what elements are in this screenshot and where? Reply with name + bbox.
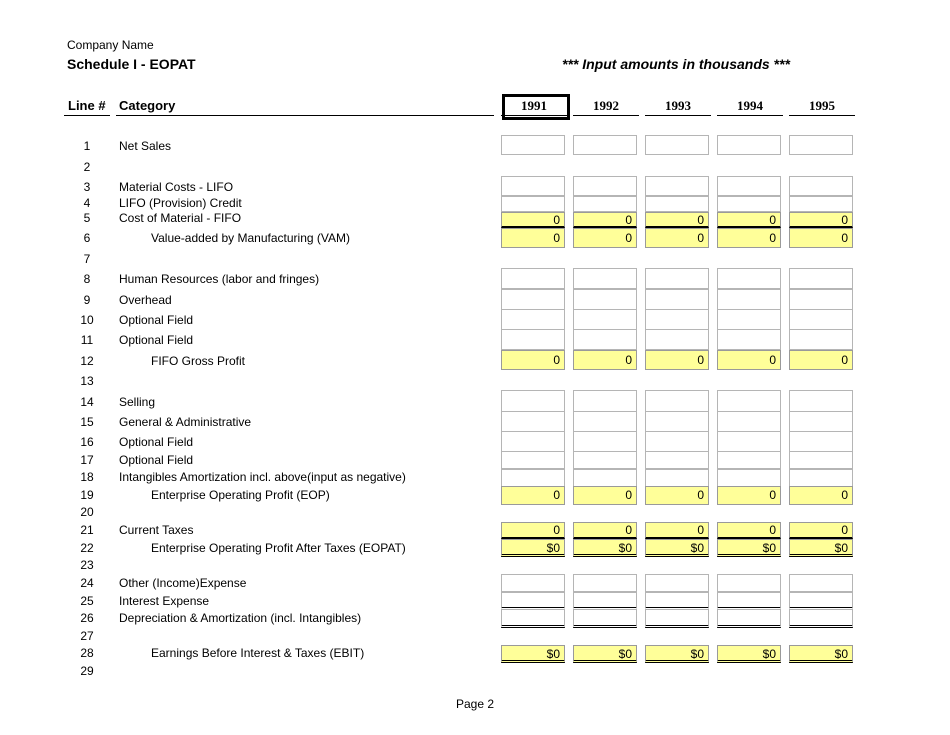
calculated-cell: 0 [717, 228, 781, 248]
input-cell[interactable] [789, 609, 853, 628]
line-number: 25 [80, 594, 94, 608]
schedule-title: Schedule I - EOPAT [67, 56, 196, 72]
input-cell[interactable] [717, 390, 781, 412]
company-name: Company Name [67, 38, 154, 52]
input-cell[interactable] [573, 289, 637, 310]
row-label: LIFO (Provision) Credit [119, 196, 242, 210]
line-number: 8 [83, 272, 91, 286]
line-number: 27 [80, 629, 94, 643]
input-cell[interactable] [717, 196, 781, 212]
year-header-underline [573, 115, 639, 116]
line-number-header: Line # [68, 98, 106, 113]
calculated-cell: $0 [501, 645, 565, 663]
input-cell[interactable] [789, 329, 853, 350]
input-cell[interactable] [501, 390, 565, 412]
input-cell[interactable] [645, 592, 709, 610]
input-cell[interactable] [789, 390, 853, 412]
input-cell[interactable] [501, 609, 565, 628]
input-cell[interactable] [717, 329, 781, 350]
input-cell[interactable] [573, 451, 637, 469]
calculated-cell: 0 [645, 350, 709, 370]
input-cell[interactable] [789, 469, 853, 487]
input-cell[interactable] [573, 609, 637, 628]
calculated-cell: $0 [789, 539, 853, 557]
calculated-cell: 0 [789, 212, 853, 228]
calculated-cell: $0 [789, 645, 853, 663]
input-cell[interactable] [573, 329, 637, 350]
row-label: Selling [119, 395, 156, 409]
input-cell[interactable] [573, 135, 637, 155]
line-number: 29 [80, 664, 94, 678]
calculated-cell: 0 [501, 350, 565, 370]
calculated-cell: 0 [645, 486, 709, 505]
input-cell[interactable] [645, 469, 709, 487]
row-label: Cost of Material - FIFO [119, 211, 242, 225]
row-label: FIFO Gross Profit [151, 354, 246, 368]
input-cell[interactable] [789, 411, 853, 432]
page-number: Page 2 [455, 697, 495, 711]
input-cell[interactable] [717, 176, 781, 196]
calculated-cell: 0 [573, 228, 637, 248]
line-number: 10 [80, 313, 94, 327]
calculated-cell: 0 [717, 522, 781, 539]
input-cell[interactable] [645, 135, 709, 155]
input-cell[interactable] [501, 196, 565, 212]
line-number: 21 [80, 523, 94, 537]
row-label: Overhead [119, 293, 172, 307]
selected-year-cell[interactable] [502, 94, 570, 120]
year-header-1993: 1993 [665, 98, 691, 113]
line-number: 14 [80, 395, 94, 409]
input-cell[interactable] [501, 469, 565, 487]
line-number: 9 [83, 293, 91, 307]
input-cell[interactable] [645, 390, 709, 412]
input-cell[interactable] [789, 431, 853, 452]
input-cell[interactable] [501, 431, 565, 452]
line-number: 18 [80, 470, 94, 484]
year-header-1994: 1994 [737, 98, 763, 113]
row-label: Depreciation & Amortization (incl. Intangibles) [119, 611, 362, 625]
input-cell[interactable] [789, 309, 853, 330]
input-cell[interactable] [645, 196, 709, 212]
input-cell[interactable] [573, 268, 637, 289]
year-header-1995: 1995 [809, 98, 835, 113]
input-cell[interactable] [501, 329, 565, 350]
row-label: Intangibles Amortization incl. above(input as negative) [119, 470, 406, 484]
line-header-underline [64, 115, 110, 116]
calculated-cell: 0 [501, 486, 565, 505]
calculated-cell: 0 [645, 212, 709, 228]
row-label: Optional Field [119, 453, 194, 467]
input-cell[interactable] [717, 574, 781, 592]
input-cell[interactable] [645, 329, 709, 350]
input-cell[interactable] [501, 309, 565, 330]
input-cell[interactable] [573, 469, 637, 487]
line-number: 2 [83, 160, 91, 174]
category-header: Category [119, 98, 176, 113]
input-cell[interactable] [717, 431, 781, 452]
row-label: Enterprise Operating Profit After Taxes (EOPAT) [151, 541, 406, 555]
row-label: Value-added by Manufacturing (VAM) [151, 231, 350, 245]
calculated-cell: 0 [573, 212, 637, 228]
input-cell[interactable] [645, 574, 709, 592]
line-number: 22 [80, 541, 94, 555]
calculated-cell: $0 [573, 539, 637, 557]
row-label: Optional Field [119, 313, 194, 327]
input-cell[interactable] [573, 574, 637, 592]
input-cell[interactable] [501, 592, 565, 610]
input-cell[interactable] [573, 196, 637, 212]
line-number: 28 [80, 646, 94, 660]
input-cell[interactable] [789, 451, 853, 469]
input-cell[interactable] [573, 592, 637, 610]
calculated-cell: 0 [501, 522, 565, 539]
line-number: 7 [83, 252, 91, 266]
year-header-underline [789, 115, 855, 116]
calculated-cell: 0 [717, 486, 781, 505]
calculated-cell: 0 [717, 212, 781, 228]
input-cell[interactable] [645, 268, 709, 289]
row-label: Earnings Before Interest & Taxes (EBIT) [151, 646, 365, 660]
input-cell[interactable] [573, 176, 637, 196]
calculated-cell: $0 [501, 539, 565, 557]
input-cell[interactable] [573, 411, 637, 432]
input-cell[interactable] [789, 592, 853, 610]
calculated-cell: 0 [573, 486, 637, 505]
line-number: 12 [80, 354, 94, 368]
calculated-cell: 0 [789, 522, 853, 539]
input-cell[interactable] [645, 176, 709, 196]
input-cell[interactable] [501, 451, 565, 469]
input-cell[interactable] [645, 309, 709, 330]
calculated-cell: 0 [501, 212, 565, 228]
line-number: 17 [80, 453, 94, 467]
calculated-cell: 0 [573, 350, 637, 370]
input-cell[interactable] [501, 176, 565, 196]
input-cell[interactable] [645, 451, 709, 469]
line-number: 20 [80, 505, 94, 519]
input-cell[interactable] [717, 135, 781, 155]
row-label: Human Resources (labor and fringes) [119, 272, 320, 286]
calculated-cell: 0 [717, 350, 781, 370]
input-cell[interactable] [789, 289, 853, 310]
category-header-underline [116, 115, 494, 116]
input-cell[interactable] [501, 411, 565, 432]
input-cell[interactable] [789, 574, 853, 592]
line-number: 6 [83, 231, 91, 245]
row-label: Enterprise Operating Profit (EOP) [151, 488, 330, 502]
line-number: 24 [80, 576, 94, 590]
calculated-cell: $0 [645, 539, 709, 557]
line-number: 15 [80, 415, 94, 429]
input-cell[interactable] [717, 451, 781, 469]
line-number: 3 [83, 180, 91, 194]
line-number: 19 [80, 488, 94, 502]
input-cell[interactable] [789, 135, 853, 155]
line-number: 11 [80, 333, 94, 347]
input-cell[interactable] [789, 176, 853, 196]
input-cell[interactable] [789, 196, 853, 212]
line-number: 13 [80, 374, 94, 388]
calculated-cell: 0 [573, 522, 637, 539]
input-cell[interactable] [501, 268, 565, 289]
calculated-cell: $0 [573, 645, 637, 663]
calculated-cell: 0 [789, 486, 853, 505]
calculated-cell: 0 [789, 350, 853, 370]
input-cell[interactable] [645, 289, 709, 310]
input-cell[interactable] [717, 592, 781, 610]
row-label: Other (Income)Expense [119, 576, 247, 590]
input-note: *** Input amounts in thousands *** [562, 56, 790, 72]
row-label: Current Taxes [119, 523, 194, 537]
input-cell[interactable] [573, 431, 637, 452]
input-cell[interactable] [501, 574, 565, 592]
calculated-cell: $0 [717, 645, 781, 663]
year-header-1991: 1991 [521, 98, 547, 113]
input-cell[interactable] [573, 390, 637, 412]
row-label: Net Sales [119, 139, 172, 153]
row-label: Interest Expense [119, 594, 210, 608]
year-header-underline [645, 115, 711, 116]
input-cell[interactable] [501, 135, 565, 155]
line-number: 26 [80, 611, 94, 625]
line-number: 23 [80, 558, 94, 572]
input-cell[interactable] [717, 289, 781, 310]
year-header-underline [717, 115, 783, 116]
row-label: Optional Field [119, 435, 194, 449]
input-cell[interactable] [501, 289, 565, 310]
calculated-cell: 0 [645, 522, 709, 539]
row-label: Material Costs - LIFO [119, 180, 234, 194]
row-label: Optional Field [119, 333, 194, 347]
input-cell[interactable] [573, 309, 637, 330]
year-header-1992: 1992 [593, 98, 619, 113]
input-cell[interactable] [717, 268, 781, 289]
calculated-cell: $0 [717, 539, 781, 557]
input-cell[interactable] [645, 431, 709, 452]
line-number: 4 [83, 196, 91, 210]
calculated-cell: 0 [789, 228, 853, 248]
input-cell[interactable] [645, 411, 709, 432]
calculated-cell: $0 [645, 645, 709, 663]
line-number: 1 [83, 139, 91, 153]
input-cell[interactable] [717, 309, 781, 330]
input-cell[interactable] [717, 411, 781, 432]
line-number: 16 [80, 435, 94, 449]
input-cell[interactable] [717, 469, 781, 487]
input-cell[interactable] [717, 609, 781, 628]
calculated-cell: 0 [501, 228, 565, 248]
calculated-cell: 0 [645, 228, 709, 248]
input-cell[interactable] [789, 268, 853, 289]
input-cell[interactable] [645, 609, 709, 628]
line-number: 5 [83, 211, 91, 225]
row-label: General & Administrative [119, 415, 252, 429]
